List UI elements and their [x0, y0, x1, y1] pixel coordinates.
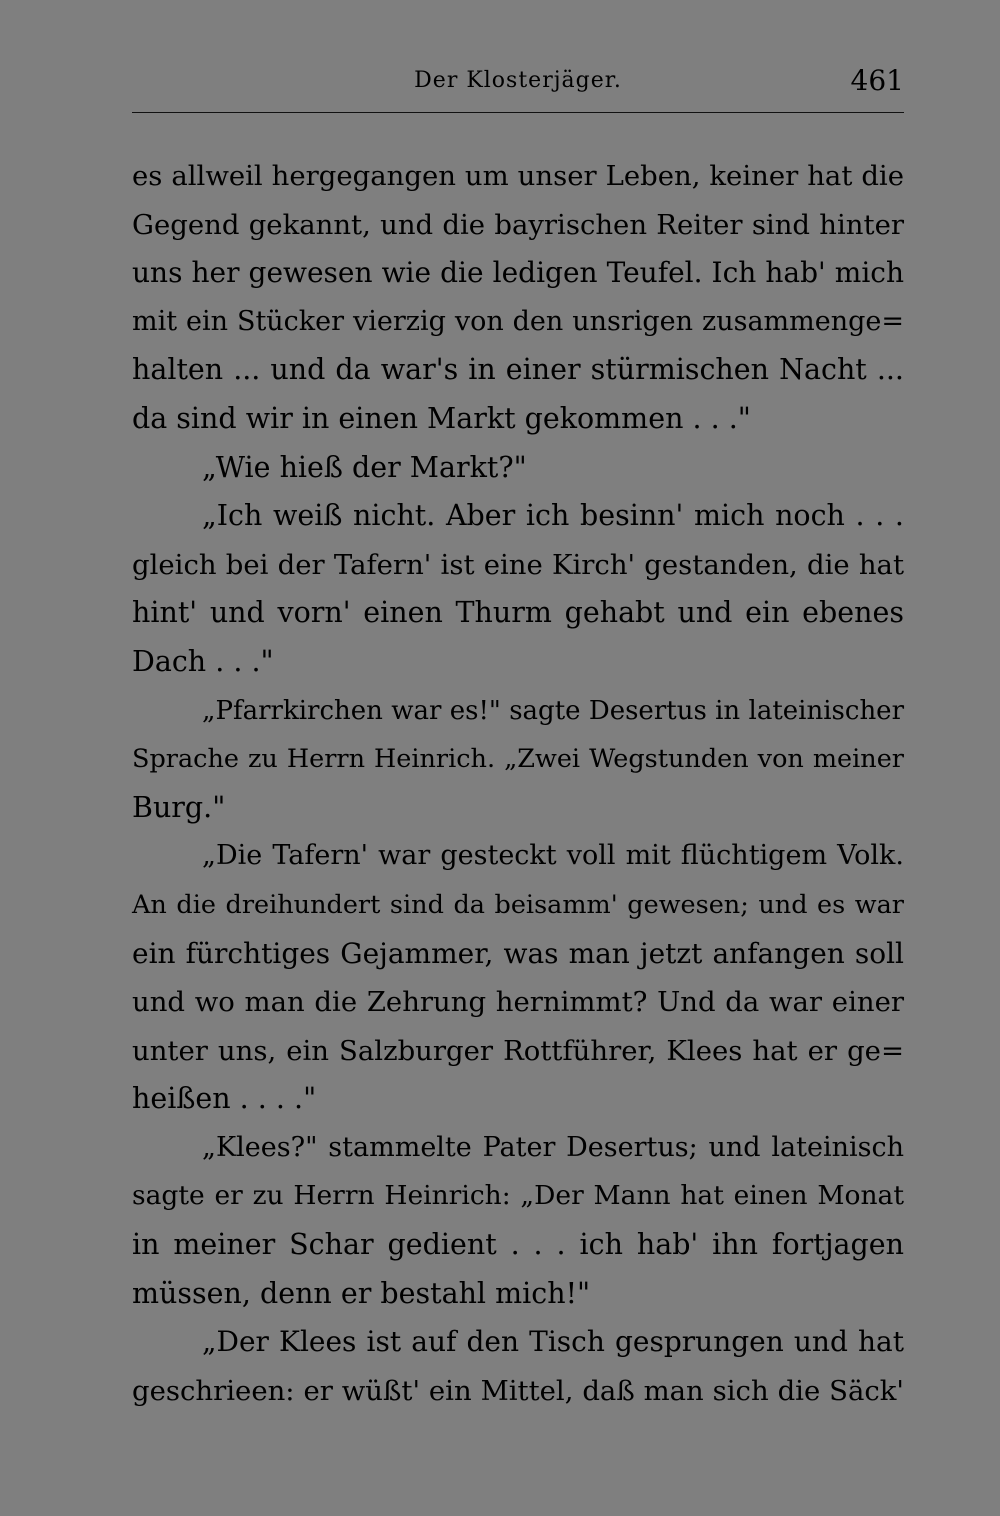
- text-line: und wo man die Zehrung hernimmt? Und da war einer: [132, 986, 904, 1019]
- text-line: geschrieen: er wüßt' ein Mittel, daß man sich die Säck': [132, 1374, 904, 1407]
- text-line: „Wie hieß der Markt?": [202, 450, 527, 484]
- text-line: hint' und vorn' einen Thurm gehabt und ein ebenes: [132, 596, 904, 630]
- text-line: unter uns, ein Salzburger Rottführer, Klees hat er ge=: [132, 1034, 904, 1067]
- running-title: Der Klosterjäger.: [414, 68, 622, 93]
- text-line: heißen . . . .": [132, 1082, 317, 1116]
- text-line: gleich bei der Tafern' ist eine Kirch' gestanden, die hat: [132, 548, 904, 581]
- text-line: An die dreihundert sind da beisamm' gewesen; und es war: [132, 889, 904, 920]
- text-line: „Pfarrkirchen war es!" sagte Desertus in lateinischer: [202, 695, 904, 726]
- running-head: [132, 64, 904, 104]
- text-line: halten ... und da war's in einer stürmischen Nacht ...: [132, 353, 904, 387]
- text-line: Dach . . .": [132, 644, 274, 678]
- text-line: Burg.": [132, 790, 226, 824]
- text-line: Sprache zu Herrn Heinrich. „Zwei Wegstunden von meiner: [132, 744, 904, 775]
- text-line: es allweil hergegangen um unser Leben, keiner hat die: [132, 160, 904, 192]
- text-line: mit ein Stücker vierzig von den unsrigen zusammenge=: [132, 305, 904, 337]
- text-line: müssen, denn er bestahl mich!": [132, 1276, 591, 1310]
- text-line: da sind wir in einen Markt gekommen . . .": [132, 401, 751, 435]
- text-line: sagte er zu Herrn Heinrich: „Der Mann hat einen Monat: [132, 1180, 904, 1212]
- page-number: 461: [850, 64, 904, 97]
- text-line: „Die Tafern' war gesteckt voll mit flüchtigem Volk.: [202, 840, 904, 872]
- text-line: uns her gewesen wie die ledigen Teufel. Ich hab' mich: [132, 256, 904, 290]
- text-line: ein fürchtiges Gejammer, was man jetzt anfangen soll: [132, 936, 904, 970]
- body-text: [132, 152, 904, 1415]
- header-rule: [132, 112, 904, 113]
- text-line: „Klees?" stammelte Pater Desertus; und lateinisch: [202, 1131, 904, 1163]
- text-line: in meiner Schar gedient . . . ich hab' ihn fortjagen: [132, 1228, 904, 1262]
- text-line: „Der Klees ist auf den Tisch gesprungen und hat: [202, 1325, 904, 1359]
- text-line: „Ich weiß nicht. Aber ich besinn' mich noch . . .: [202, 499, 904, 533]
- text-line: Gegend gekannt, und die bayrischen Reiter sind hinter: [132, 208, 904, 241]
